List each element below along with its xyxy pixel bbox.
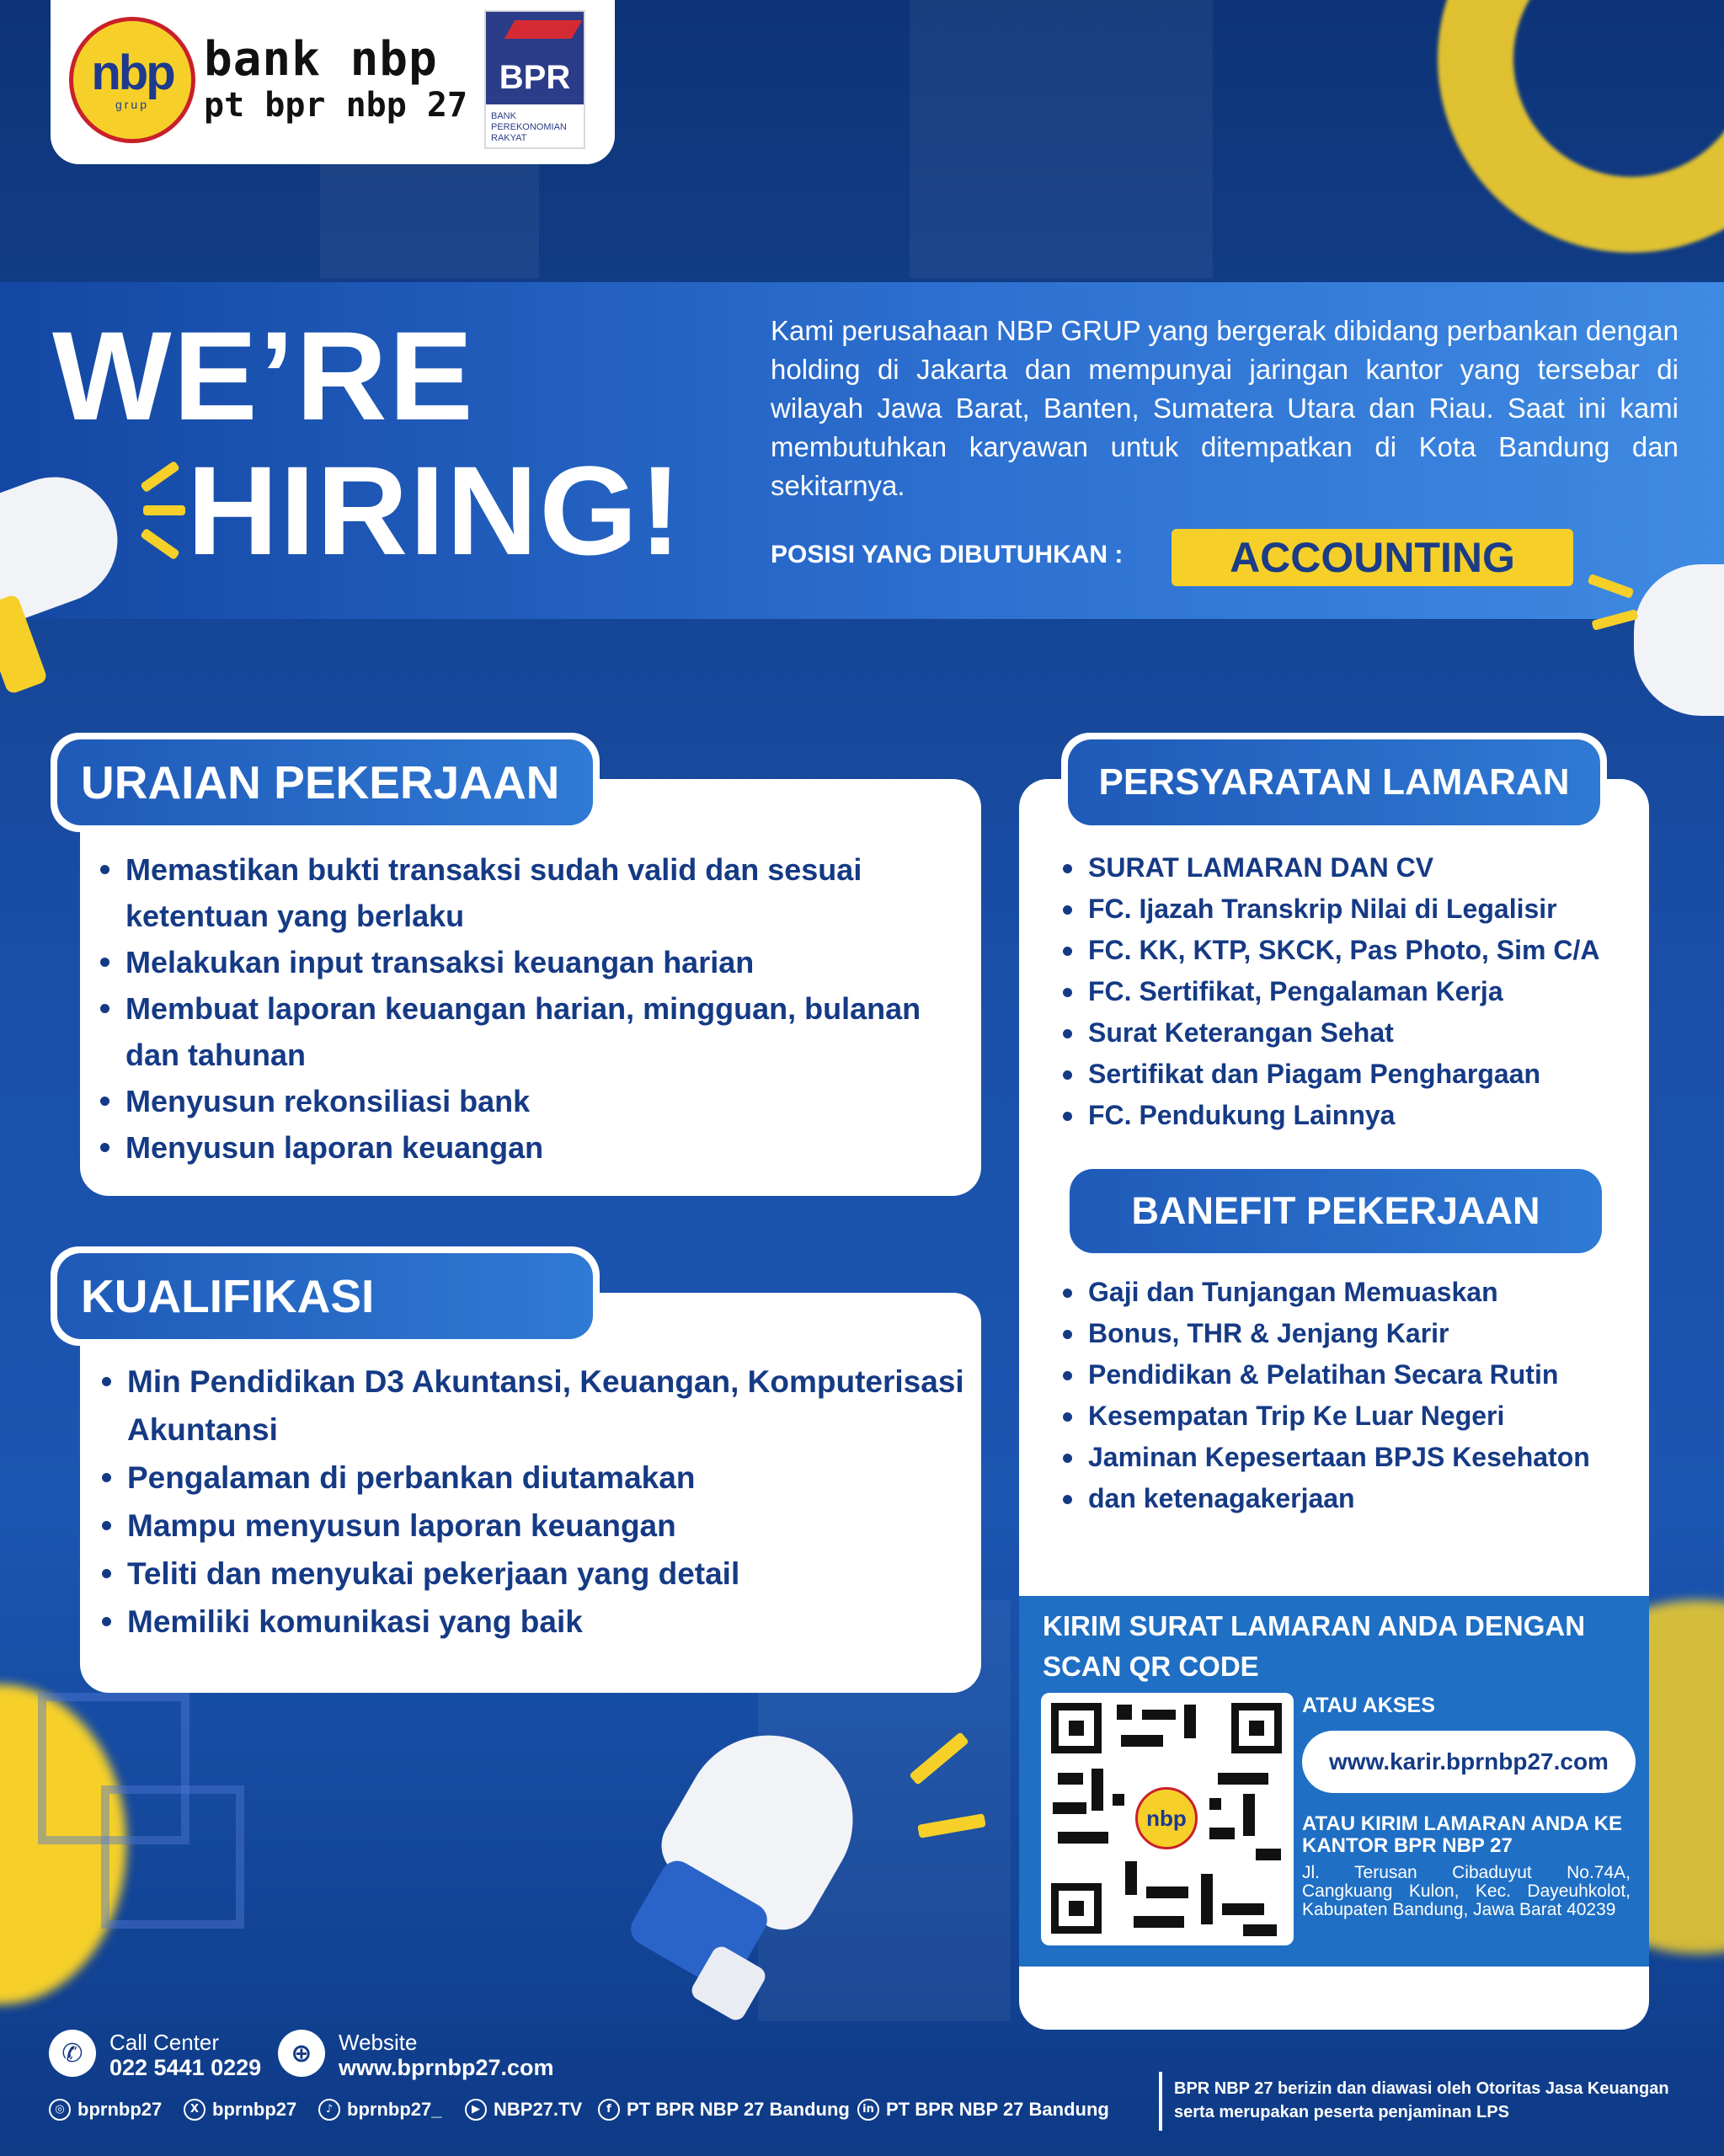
social-linkedin[interactable]: in PT BPR NBP 27 Bandung xyxy=(857,2095,1109,2124)
headline-line-2: HIRING! xyxy=(187,440,683,581)
nbp-logo-text: nbp xyxy=(91,45,173,100)
list-item: FC. Sertifikat, Pengalaman Kerja xyxy=(1059,971,1641,1012)
bpr-logo xyxy=(484,10,585,149)
globe-icon: ⊕ xyxy=(278,2030,325,2077)
tiktok-icon: ♪ xyxy=(318,2099,340,2121)
list-item: Sertifikat dan Piagam Penghargaan xyxy=(1059,1054,1641,1095)
qr-center-logo: nbp xyxy=(1135,1787,1198,1849)
list-item: dan ketenagakerjaan xyxy=(1059,1478,1641,1519)
list-item: SURAT LAMARAN DAN CV xyxy=(1059,847,1641,889)
facebook-icon: f xyxy=(598,2099,620,2121)
position-value: ACCOUNTING xyxy=(1172,529,1573,586)
bpr-logo-caption: BANK PEREKONOMIAN RAKYAT xyxy=(491,111,567,143)
intro-paragraph: Kami perusahaan NBP GRUP yang bergerak dibidang perbankan dengan holding di Jakarta dan mempunyai jaringan kantor yang tersebar di wilayah Jawa Barat, Banten, Sumatera Utara dan Riau. Saat ini kami membutuhkan karyawan untuk ditempatkan di Kota Bandung dan sekitarnya. xyxy=(771,315,1679,501)
ojk-note: BPR NBP 27 berizin dan diawasi oleh Otoritas Jasa Keuangan serta merupakan peserta penjaminan LPS xyxy=(1174,2079,1669,2121)
benefit-list xyxy=(1059,1272,1641,1519)
list-item: Pengalaman di perbankan diutamakan xyxy=(99,1454,966,1502)
list-item: Pendidikan & Pelatihan Secara Rutin xyxy=(1059,1354,1641,1396)
list-item: Min Pendidikan D3 Akuntansi, Keuangan, Komputerisasi Akuntansi xyxy=(99,1358,966,1454)
social-instagram[interactable]: ◎ bprnbp27 xyxy=(49,2095,162,2124)
divider xyxy=(1159,2072,1162,2131)
list-item: Memiliki komunikasi yang baik xyxy=(99,1598,966,1646)
headline-line-1: WE’RE xyxy=(52,305,475,446)
bank-subtitle: pt bpr nbp 27 xyxy=(204,86,468,125)
list-item: Melakukan input transaksi keuangan harian xyxy=(97,939,973,985)
instagram-icon: ◎ xyxy=(49,2099,71,2121)
list-item: Menyusun rekonsiliasi bank xyxy=(97,1078,973,1124)
benefit-title: BANEFIT PEKERJAAN xyxy=(1070,1169,1602,1253)
x-icon: X xyxy=(184,2099,205,2121)
decor-square xyxy=(101,1785,244,1929)
list-item: Surat Keterangan Sehat xyxy=(1059,1012,1641,1054)
logo-header xyxy=(51,0,615,164)
call-center-number[interactable]: 022 5441 0229 xyxy=(109,2055,262,2080)
persyaratan-title: PERSYARATAN LAMARAN xyxy=(1068,739,1600,825)
list-item: Memastikan bukti transaksi sudah valid dan sesuai ketentuan yang berlaku xyxy=(97,846,973,939)
uraian-list xyxy=(97,846,973,1171)
list-item: Mampu menyusun laporan keuangan xyxy=(99,1502,966,1550)
linkedin-icon: in xyxy=(857,2099,879,2121)
website-label: Website xyxy=(339,2030,418,2055)
list-item: Menyusun laporan keuangan xyxy=(97,1124,973,1171)
persyaratan-list xyxy=(1059,847,1641,1136)
list-item: Gaji dan Tunjangan Memuaskan xyxy=(1059,1272,1641,1313)
bpr-flag-icon xyxy=(504,20,583,39)
list-item: Jaminan Kepesertaan BPJS Kesehaton xyxy=(1059,1437,1641,1478)
list-item: FC. Pendukung Lainnya xyxy=(1059,1095,1641,1136)
uraian-title: URAIAN PEKERJAAN xyxy=(57,739,593,825)
or-access-label: ATAU AKSES xyxy=(1302,1694,1435,1717)
bpr-logo-label: BPR xyxy=(499,59,571,96)
qr-code[interactable] xyxy=(1041,1693,1294,1945)
bank-name: bank nbp xyxy=(204,32,438,87)
list-item: Bonus, THR & Jenjang Karir xyxy=(1059,1313,1641,1354)
kualifikasi-title: KUALIFIKASI xyxy=(57,1253,593,1339)
position-label: POSISI YANG DIBUTUHKAN : xyxy=(771,541,1124,568)
spark-icon xyxy=(143,505,185,515)
social-tiktok[interactable]: ♪ bprnbp27_ xyxy=(318,2095,441,2124)
kualifikasi-list xyxy=(99,1358,966,1646)
apply-title: KIRIM SURAT LAMARAN ANDA DENGAN SCAN QR CODE xyxy=(1043,1610,1586,1682)
nbp-logo-sub: grup xyxy=(115,98,150,111)
youtube-icon: ▶ xyxy=(465,2099,487,2121)
social-youtube[interactable]: ▶ NBP27.TV xyxy=(465,2095,582,2124)
megaphone-icon xyxy=(606,1735,876,2021)
megaphone-icon xyxy=(1634,547,1724,741)
building-shape xyxy=(910,0,1213,278)
nbp-logo xyxy=(69,17,195,143)
office-address: Jl. Terusan Cibaduyut No.74A, Cangkuang Kulon, Kec. Dayeuhkolot, Kabupaten Bandung, Jawa Barat 40239 xyxy=(1302,1863,1631,1919)
phone-icon: ✆ xyxy=(49,2030,96,2077)
megaphone-icon xyxy=(0,455,143,707)
career-url-link[interactable]: www.karir.bprnbp27.com xyxy=(1302,1731,1636,1793)
social-x[interactable]: X bprnbp27 xyxy=(184,2095,296,2124)
list-item: FC. Ijazah Transkrip Nilai di Legalisir xyxy=(1059,889,1641,930)
apply-box xyxy=(1019,1596,1649,1967)
call-center-label: Call Center xyxy=(109,2030,220,2055)
list-item: Teliti dan menyukai pekerjaan yang detail xyxy=(99,1550,966,1598)
website-link[interactable]: www.bprnbp27.com xyxy=(339,2055,554,2080)
list-item: Kesempatan Trip Ke Luar Negeri xyxy=(1059,1396,1641,1437)
list-item: FC. KK, KTP, SKCK, Pas Photo, Sim C/A xyxy=(1059,930,1641,971)
decor-yellow-ring xyxy=(1438,0,1724,253)
social-facebook[interactable]: f PT BPR NBP 27 Bandung xyxy=(598,2095,850,2124)
office-title: ATAU KIRIM LAMARAN ANDA KE KANTOR BPR NBP 27 xyxy=(1302,1812,1622,1857)
list-item: Membuat laporan keuangan harian, mingguan, bulanan dan tahunan xyxy=(97,985,973,1078)
